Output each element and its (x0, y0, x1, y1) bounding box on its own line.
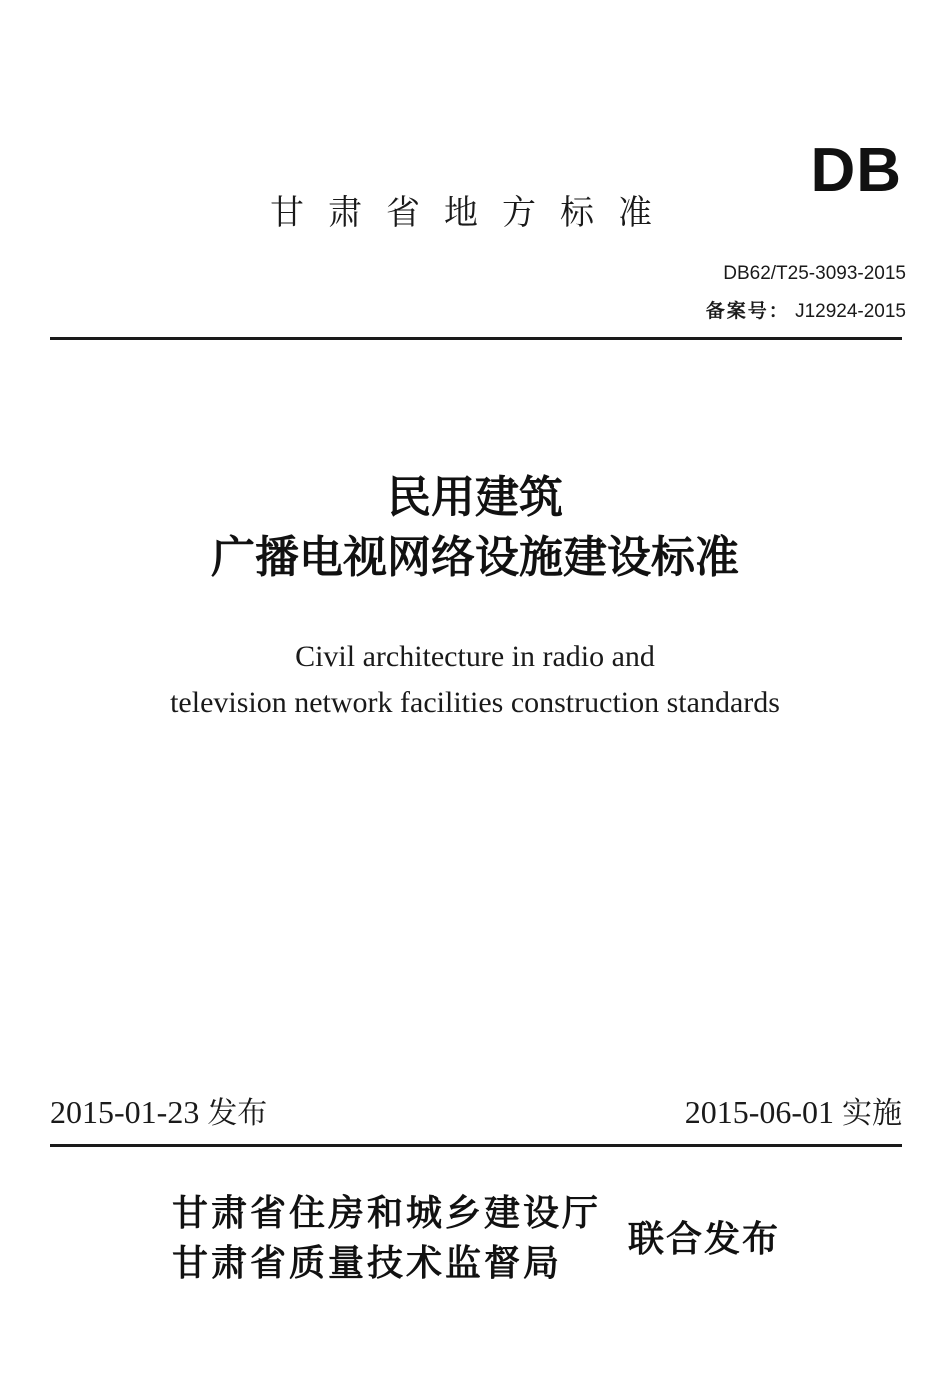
standard-number: DB62/T25-3093-2015 (723, 263, 906, 284)
title-en-line2: television network facilities construction standards (170, 686, 780, 719)
title-en-line1: Civil architecture in radio and (295, 640, 655, 673)
title-cn-line2: 广播电视网络设施建设标准 (211, 532, 739, 583)
filing-number: J12924-2015 (795, 301, 906, 322)
effective-word: 实施 (842, 1096, 902, 1131)
issue-word: 发布 (207, 1096, 268, 1131)
issue-date-line (50, 1096, 267, 1129)
issuer-line2: 甘肃省质量技术监督局 (172, 1243, 563, 1284)
effective-date-line (685, 1096, 902, 1129)
db-mark: DB (810, 136, 902, 205)
effective-date: 2015-06-01 (684, 1094, 834, 1130)
series-title: 甘肃省地方标准 (270, 193, 676, 233)
filing-number-line (706, 302, 906, 321)
filing-label: 备案号： (705, 300, 790, 322)
bottom-divider (50, 1144, 902, 1147)
title-cn-line1: 民用建筑 (387, 472, 563, 523)
joint-publish-label: 联合发布 (628, 1219, 781, 1260)
issuer-line1: 甘肃省住房和城乡建设厅 (172, 1193, 602, 1234)
top-divider (50, 337, 902, 340)
issue-date: 2015-01-23 (50, 1094, 200, 1130)
